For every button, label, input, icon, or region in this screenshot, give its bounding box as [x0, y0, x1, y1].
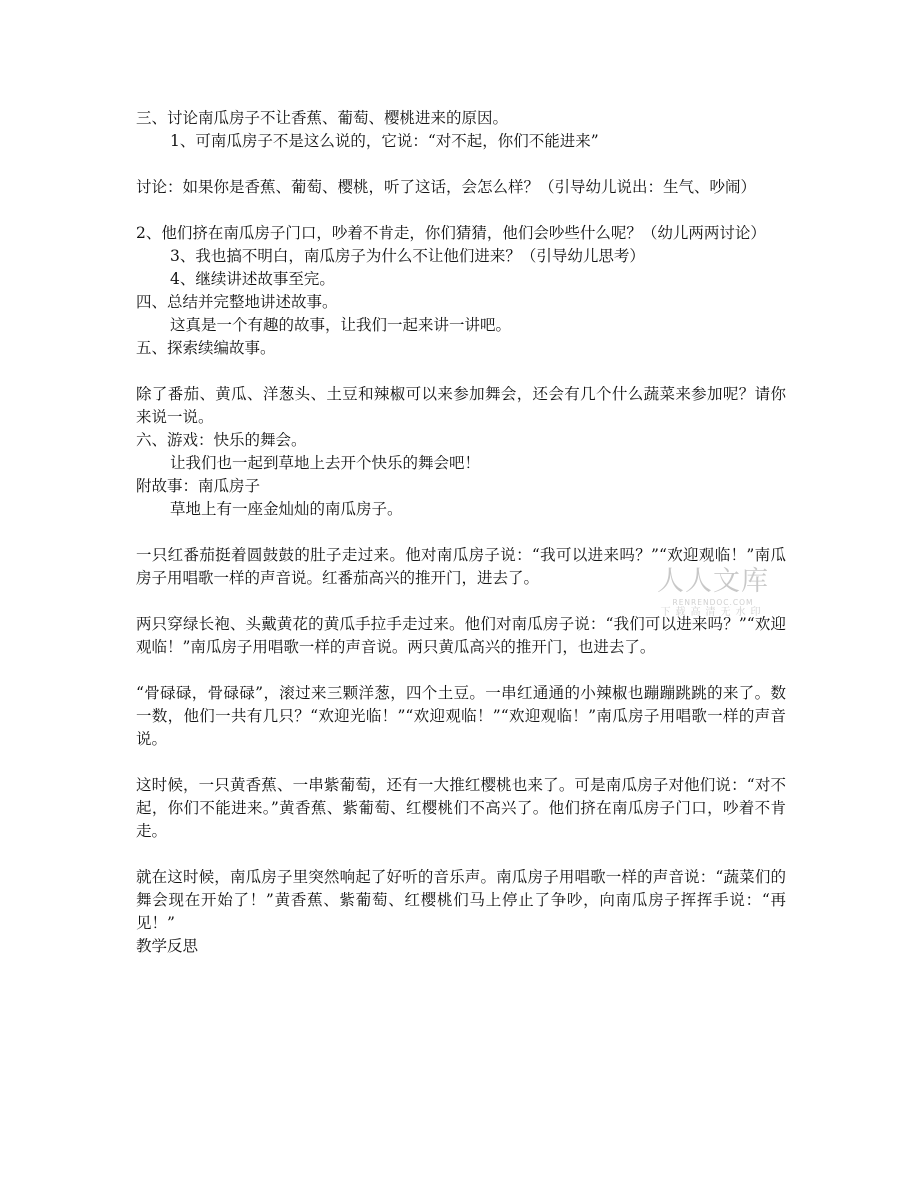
item-3-3: 3、我也搞不明白，南瓜房子为什么不让他们进来？（引导幼儿思考）: [170, 247, 645, 265]
discussion-paragraph: 讨论：如果你是香蕉、葡萄、樱桃，听了这话，会怎么样？（引导幼儿说出：生气、吵闹）: [136, 178, 757, 196]
document-page: [136, 107, 786, 958]
watermark-logo: [648, 566, 778, 619]
story-title: 附故事：南瓜房子: [136, 477, 261, 495]
story-paragraph-tomato: 一只红番茄挺着圆鼓鼓的肚子走过来。他对南瓜房子说：“我可以进来吗？”“欢迎观临！”南瓜房子用唱歌一样的声音说。红番茄高兴的推开门，进去了。: [136, 546, 786, 587]
blank-line: [136, 153, 786, 176]
story-paragraph-onion: “骨碌碌，骨碌碌”，滚过来三颗洋葱，四个土豆。一串红通通的小辣椒也蹦蹦跳跳的来了。数一数，他们一共有几只？“欢迎光临！”“欢迎观临！”“欢迎观临！”南瓜房子用唱歌一样的声音说。: [136, 684, 786, 748]
watermark-subtitle: RENRENDOC.COM: [672, 598, 754, 607]
blank-line: [136, 659, 786, 682]
section-5-heading: 五、探索续编故事。: [136, 339, 276, 357]
item-3-2: 2、他们挤在南瓜房子门口，吵着不肯走，你们猜猜，他们会吵些什么呢？（幼儿两两讨论）: [136, 224, 766, 242]
blank-line: [136, 199, 786, 222]
section-3-heading: 三、讨论南瓜房子不让香蕉、葡萄、樱桃进来的原因。: [136, 109, 509, 127]
section-4-heading: 四、总结并完整地讲述故事。: [136, 293, 338, 311]
watermark-tagline: 下载高清无水印: [660, 607, 766, 618]
section-6-heading: 六、游戏：快乐的舞会。: [136, 431, 307, 449]
item-3-1: 1、可南瓜房子不是这么说的，它说：“对不起，你们不能进来”: [170, 132, 599, 150]
story-paragraph-music: 就在这时候，南瓜房子里突然响起了好听的音乐声。南瓜房子用唱歌一样的声音说：“蔬菜们的舞会现在开始了！”黄香蕉、紫葡萄、红樱桃们马上停止了争吵，向南瓜房子挥挥手说：“再见！”: [136, 868, 786, 932]
story-paragraph-fruits: 这时候，一只黄香蕉、一串紫葡萄，还有一大推红樱桃也来了。可是南瓜房子对他们说：“对不起，你们不能进来。”黄香蕉、紫葡萄、红樱桃们不高兴了。他们挤在南瓜房子门口，吵着不肯走。: [136, 776, 786, 840]
section-6-text: 让我们也一起到草地上去开个快乐的舞会吧！: [170, 454, 481, 472]
section-4-text: 这真是一个有趣的故事，让我们一起来讲一讲吧。: [170, 316, 512, 334]
story-paragraph-cucumber: 两只穿绿长袍、头戴黄花的黄瓜手拉手走过来。他们对南瓜房子说：“我们可以进来吗？”“欢迎观临！”南瓜房子用唱歌一样的声音说。两只黄瓜高兴的推开门，也进去了。: [136, 615, 786, 656]
blank-line: [136, 843, 786, 866]
item-3-4: 4、继续讲述故事至完。: [170, 270, 335, 288]
story-intro: 草地上有一座金灿灿的南瓜房子。: [170, 500, 403, 518]
blank-line: [136, 360, 786, 383]
blank-line: [136, 521, 786, 544]
watermark-title: 人人文库: [657, 566, 769, 597]
blank-line: [136, 751, 786, 774]
section-5-text: 除了番茄、黄瓜、洋葱头、土豆和辣椒可以来参加舞会，还会有几个什么蔬菜来参加呢？请你来说一说。: [136, 385, 786, 426]
teaching-reflection-heading: 教学反思: [136, 937, 199, 955]
